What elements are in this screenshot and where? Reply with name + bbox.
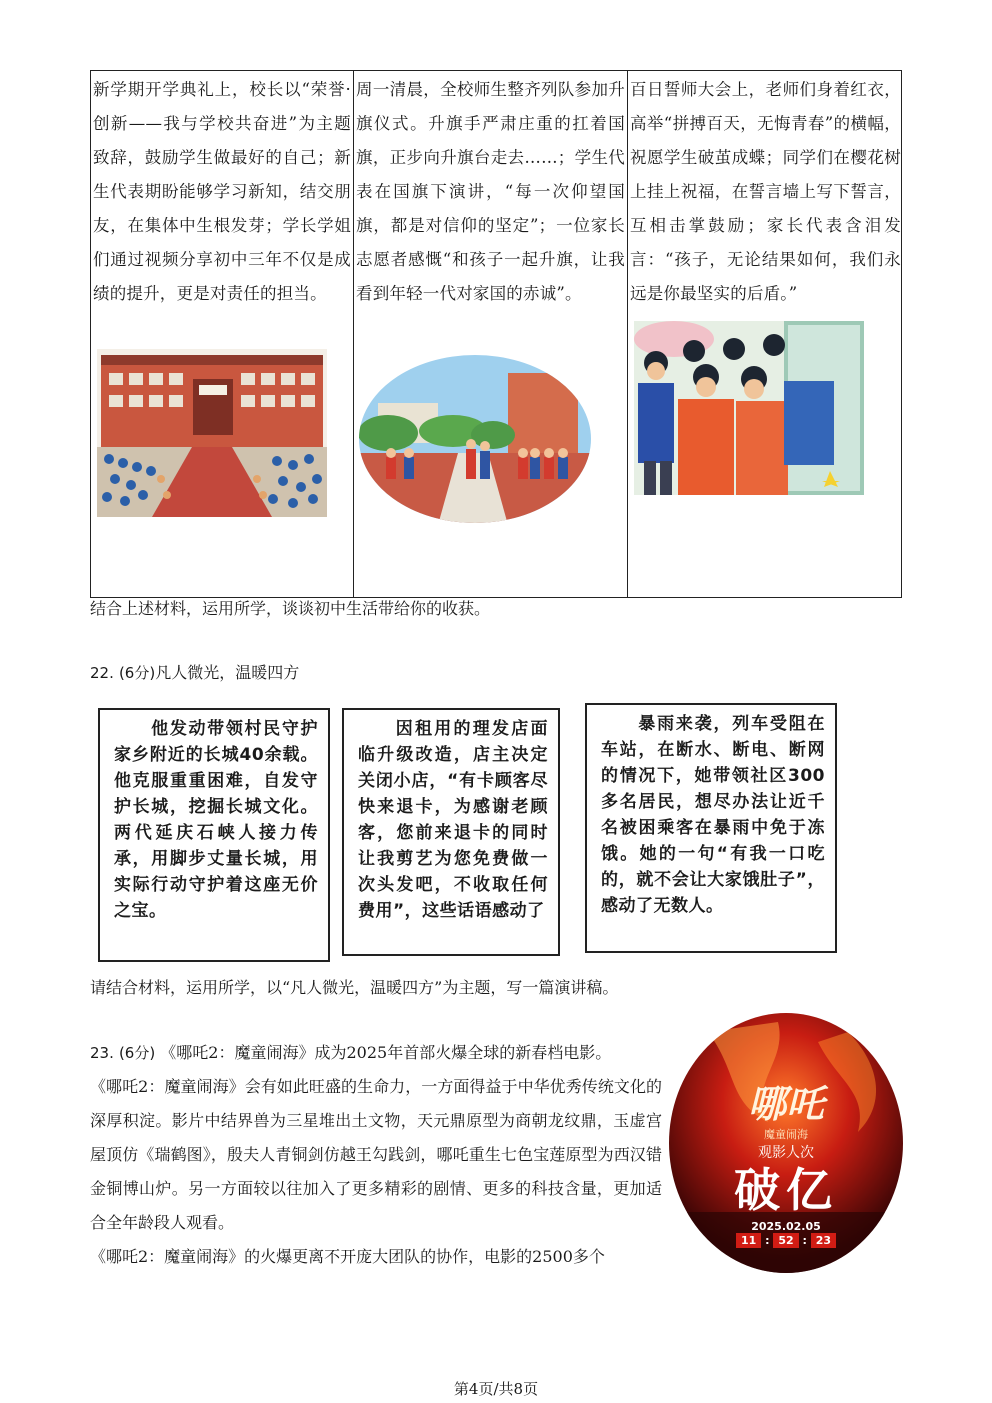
material-table	[90, 70, 902, 598]
q23-number: 23.	[90, 1044, 114, 1062]
table-column-opening-ceremony	[91, 71, 353, 597]
table-column-flag-raising	[353, 71, 627, 597]
poster-caption: 观影人次	[758, 1145, 814, 1161]
q22-title: 凡人微光，温暖四方	[155, 663, 300, 682]
q23-heading	[90, 1040, 665, 1066]
q23-body: 《哪吒2：魔童闹海》会有如此旺盛的生命力，一方面得益于中华优秀传统文化的深厚积淀。影片中结界兽为三星堆出土文物，天元鼎原型为商朝龙纹鼎，玉虚宫屋顶仿《瑞鹤图》，殷夫人青铜剑仿越王勾践剑，哪吒重生七色宝莲原型为西汉错金铜博山炉。另一方面较以往加入了更多精彩的剧情、更多的科技含量，更加适合全年龄段人观看。	[90, 1077, 662, 1232]
q22-number: 22.	[90, 664, 114, 682]
q22-score: (6分)	[118, 664, 156, 682]
q23-intro: 《哪吒2：魔童闹海》成为2025年首部火爆全球的新春档电影。	[160, 1043, 612, 1062]
poster-clock-minutes: 52	[773, 1233, 798, 1248]
table-column-pledge-rally	[627, 71, 903, 597]
story-text-barbershop: 因租用的理发店面临升级改造，店主决定关闭小店，“有卡顾客尽快来退卡，为感谢老顾客，您前来退卡的同时让我剪艺为您免费做一次头发吧，不收取任何费用”，这些话语感动了	[358, 719, 548, 921]
story-text-great-wall: 他发动带领村民守护家乡附近的长城40余载。他克服重重困难，自发守护长城，挖掘长城文化。两代延庆石峡人接力传承，用脚步丈量长城，用实际行动守护着这座无价之宝。	[114, 719, 318, 921]
story-card-great-wall	[98, 708, 330, 962]
nezha-poster	[668, 1012, 904, 1274]
story-text-rainstorm: 暴雨来袭，列车受阻在车站，在断水、断电、断网的情况下，她带领社区300多名居民，想尽办法让近千名被困乘客在暴雨中免于冻饿。她的一句“有我一口吃的，就不会让大家饿肚子”，感动了无数人。	[601, 714, 825, 916]
column-text-flag-raising: 周一清晨，全校师生整齐列队参加升旗仪式。升旗手严肃庄重的扛着国旗，正步向升旗台走去……；学生代表在国旗下演讲，“每一次仰望国旗，都是对信仰的坚定”；一位家长志愿者感慨“和孩子一起升旗，让我看到年轻一代对家国的赤诚”。	[356, 80, 625, 303]
q23-last-line: 《哪吒2：魔童闹海》的火爆更离不开庞大团队的协作，电影的2500多个	[90, 1247, 605, 1266]
poster-headline: 破亿	[734, 1163, 838, 1217]
poster-date: 2025.02.05	[751, 1220, 821, 1233]
poster-clock: 11 : 52 : 23	[668, 1234, 904, 1247]
column-text-opening-ceremony: 新学期开学典礼上，校长以“荣誉·创新——我与学校共奋进”为主题致辞，鼓励学生做最好的自己；新生代表期盼能够学习新知，结交朋友，在集体中生根发芽；学长学姐们通过视频分享初中三年不仅是成绩的提升，更是对责任的担当。	[93, 80, 351, 303]
poster-clock-hours: 11	[736, 1233, 761, 1248]
q23-paragraph	[90, 1070, 662, 1274]
q21-prompt: 结合上述材料，运用所学，谈谈初中生活带给你的收获。	[90, 599, 491, 618]
poster-logo: 哪吒	[747, 1082, 824, 1126]
q22-prompt: 请结合材料，运用所学，以“凡人微光，温暖四方”为主题，写一篇演讲稿。	[90, 978, 619, 997]
poster-logo-subtitle: 魔童闹海	[764, 1128, 808, 1141]
q22-heading	[90, 660, 299, 686]
story-card-rainstorm	[585, 703, 837, 953]
flag-raising-illustration	[358, 353, 592, 525]
column-text-pledge-rally: 百日誓师大会上，老师们身着红衣，高举“拼搏百天，无悔青春”的横幅，祝愿学生破茧成蝶；同学们在樱花树上挂上祝福，在誓言墙上写下誓言，互相击掌鼓励；家长代表含泪发言：“孩子，无论结果如何，我们永远是你最坚实的后盾。”	[630, 80, 901, 303]
story-card-barbershop	[342, 708, 560, 956]
poster-clock-seconds: 23	[811, 1233, 836, 1248]
q23-score: (6分)	[118, 1044, 156, 1062]
page-footer: 第4页/共8页	[453, 1380, 539, 1398]
school-assembly-illustration	[97, 349, 327, 517]
pledge-wall-illustration	[634, 321, 864, 495]
